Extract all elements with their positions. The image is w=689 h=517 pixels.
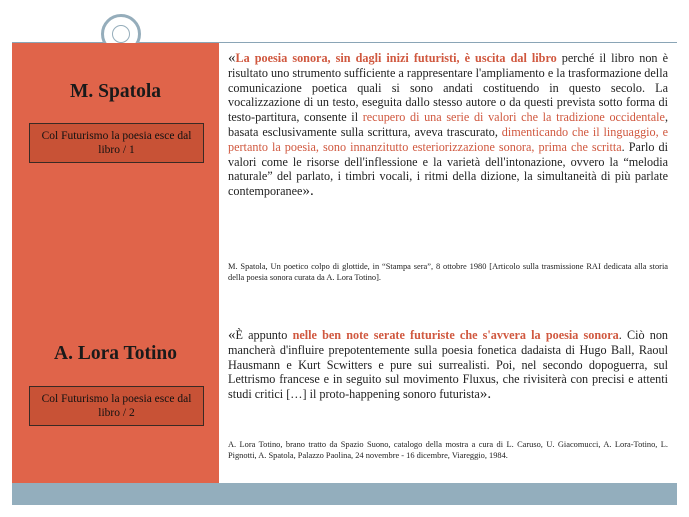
quote-segment: perché il libro non è risultato uno strumento sufficiente a rappresentare l'ampliamento e la trasformazione della comunicazione poetica quali si sono andati costituendo in questo secolo. La vocalizzazione di un testo, eseguita dallo stesso autore o da questi prevista sotto forma di testo-partitura, consente il <box>228 51 668 125</box>
bottom-band <box>12 483 677 505</box>
content-panel <box>219 43 677 483</box>
quote-paragraph-1 <box>228 51 668 199</box>
quote-segment: recupero di una serie di valori che la tradizione occidentale <box>362 110 665 125</box>
quote-segment: dimenticando che il linguaggio, e pertanto la poesia, sono innanzitutto esteriorizzazione sonora, prima che scritta <box>228 124 668 154</box>
caption-box-1: Col Futurismo la poesia esce dal libro / 1 <box>29 123 204 163</box>
quote-segment: . Parlo di valori come le risorse dell'inflessione e la varietà dell'intonazione, ovvero la “melodia naturale” del parlato, i timbri vocali, i ritmi della dizione, la simultaneità di più parlate contemporanee <box>228 139 668 199</box>
author-name-lora-totino: A. Lora Totino <box>54 343 177 364</box>
quote-segment: La poesia sonora, sin dagli inizi futuristi, è uscita dal libro <box>235 51 557 65</box>
sidebar <box>12 43 219 483</box>
caption-box-2: Col Futurismo la poesia esce dal libro / 2 <box>29 386 204 426</box>
reference-1: M. Spatola, Un poetico colpo di glottide, in “Stampa sera”, 8 ottobre 1980 [Articolo sulla trasmissione RAI dedicata alla storia della poesia sonora curata da A. Lora Totino]. <box>228 262 668 282</box>
author-name-spatola: M. Spatola <box>69 81 161 102</box>
decorative-circle-inner <box>112 25 130 43</box>
quote-segment: nelle ben note serate futuriste che s'avvera la poesia sonora <box>292 328 619 342</box>
reference-2: A. Lora Totino, brano tratto da Spazio Suono, catalogo della mostra a cura di L. Caruso, U. Giacomucci, A. Lora-Totino, L. Pignotti, A. Spatola, Palazzo Paolina, 24 novembre - 16 dicembre, Viareggio, 1984. <box>228 440 668 460</box>
quote-segment: . Ciò non mancherà d'influire prepotentemente sulla poesia fonetica dadaista di Hugo Ball, Raoul Hausmann e Kurt Scwitters e pure sui surrealisti. Poi, nel secondo dopoguerra, sul Lettrismo francese e in seguito sul movimento Fluxus, che rivisiterà con precisi e attenti studi critici […] il proto-happening sonoro futurista <box>228 328 669 402</box>
quote-open-mark: « <box>228 327 236 343</box>
quote-close-mark: ». <box>479 386 492 403</box>
quote-segment: , basata esclusivamente sulla scrittura, aveva trascurato, <box>228 110 668 139</box>
quote-segment: È appunto <box>235 328 293 342</box>
quote-close-mark: ». <box>302 183 314 200</box>
quote-open-mark: « <box>228 50 236 66</box>
quote-paragraph-2 <box>228 328 668 402</box>
